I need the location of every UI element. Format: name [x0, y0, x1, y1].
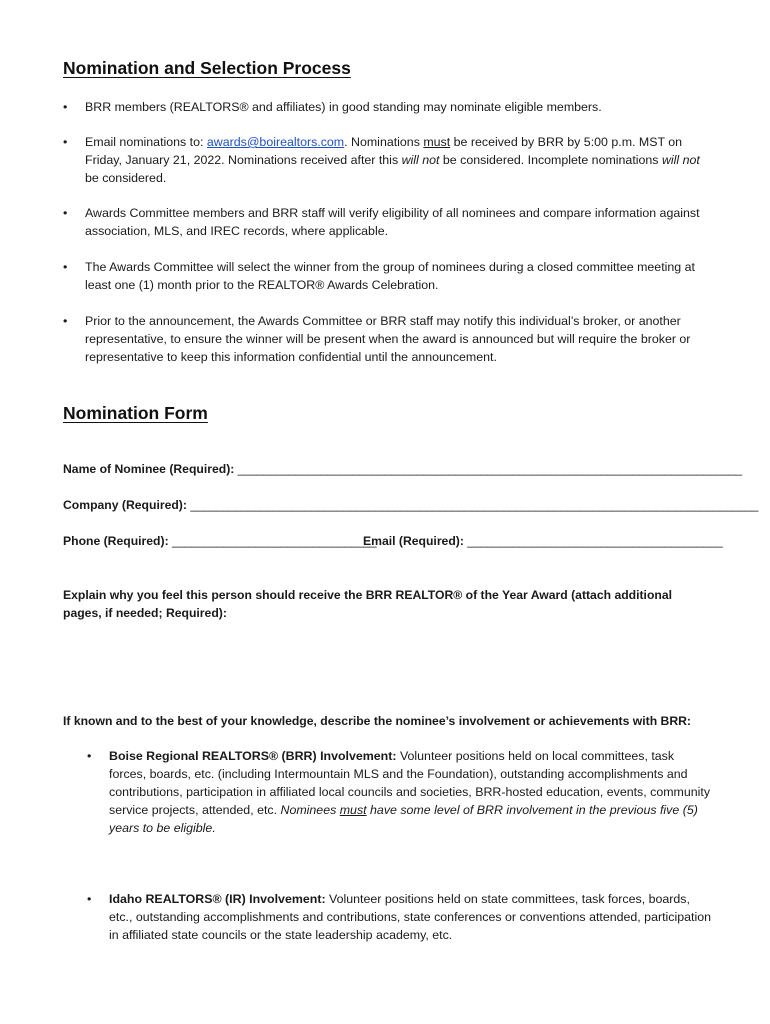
- list-item: • Prior to the announcement, the Awards Committee or BRR staff may notify this individual’s broker, or another representative, to ensure the winner will be present when the award is announced but will require the broker or representative to keep this information confidential until the announcement.: [63, 314, 691, 364]
- bullet-icon: •: [63, 314, 68, 328]
- list-item: • Idaho REALTORS® (IR) Involvement: Volunteer positions held on state committees, task forces, boards, etc., outstanding accomplishments and contributions, state conferences or conventions attended, participation in affiliated state councils or the state leadership academy, etc.: [87, 892, 711, 942]
- list-item: • Awards Committee members and BRR staff will verify eligibility of all nominees and compare information against association, MLS, and IREC records, where applicable.: [63, 206, 700, 238]
- bullet-icon: •: [87, 749, 92, 763]
- list-item: • Boise Regional REALTORS® (BRR) Involvement: Volunteer positions held on local committees, task forces, boards, etc. (including Intermountain MLS and the Foundation), outstanding accomplishments and contributions, participation in affiliated local councils and societies, BRR-hosted education, events, community service projects, attended, etc. Nominees must have some level of BRR involvement in the previous five (5) years to be eligible.: [87, 749, 711, 835]
- bullet-icon: •: [63, 206, 68, 220]
- awards-email-link[interactable]: awards@boirealtors.com: [206, 135, 345, 149]
- bullet-icon: •: [87, 892, 92, 906]
- list-item: • Email nominations to: awards@boirealtors.com. Nominations must be received by BRR by 5:00 p.m. MST on Friday, January 21, 2022. Nominations received after this will not be considered. Incomplete nominations will not be considered.: [63, 135, 700, 185]
- nominee-name-field[interactable]: Name of Nominee (Required): _______________________________________________________________________________: [63, 462, 742, 476]
- list-item: • BRR members (REALTORS® and affiliates) in good standing may nominate eligible members.: [63, 100, 602, 114]
- involvement-intro: If known and to the best of your knowledge, describe the nominee’s involvement or achievements with BRR:: [63, 714, 691, 728]
- phone-field[interactable]: Phone (Required): ________________________________: [63, 534, 377, 548]
- explain-prompt: Explain why you feel this person should receive the BRR REALTOR® of the Year Award (attach additional pages, if needed; Required):: [63, 588, 672, 620]
- email-field[interactable]: Email (Required): ________________________________________: [363, 534, 723, 548]
- bullet-icon: •: [63, 135, 68, 149]
- company-field[interactable]: Company (Required): _________________________________________________________________________________________: [63, 498, 758, 512]
- bullet-icon: •: [63, 260, 68, 274]
- section-title-form: Nomination Form: [63, 403, 208, 423]
- list-item: • The Awards Committee will select the winner from the group of nominees during a closed committee meeting at least one (1) month prior to the REALTOR® Awards Celebration.: [63, 260, 695, 292]
- section-title-selection: Nomination and Selection Process: [63, 58, 351, 78]
- bullet-icon: •: [63, 100, 68, 114]
